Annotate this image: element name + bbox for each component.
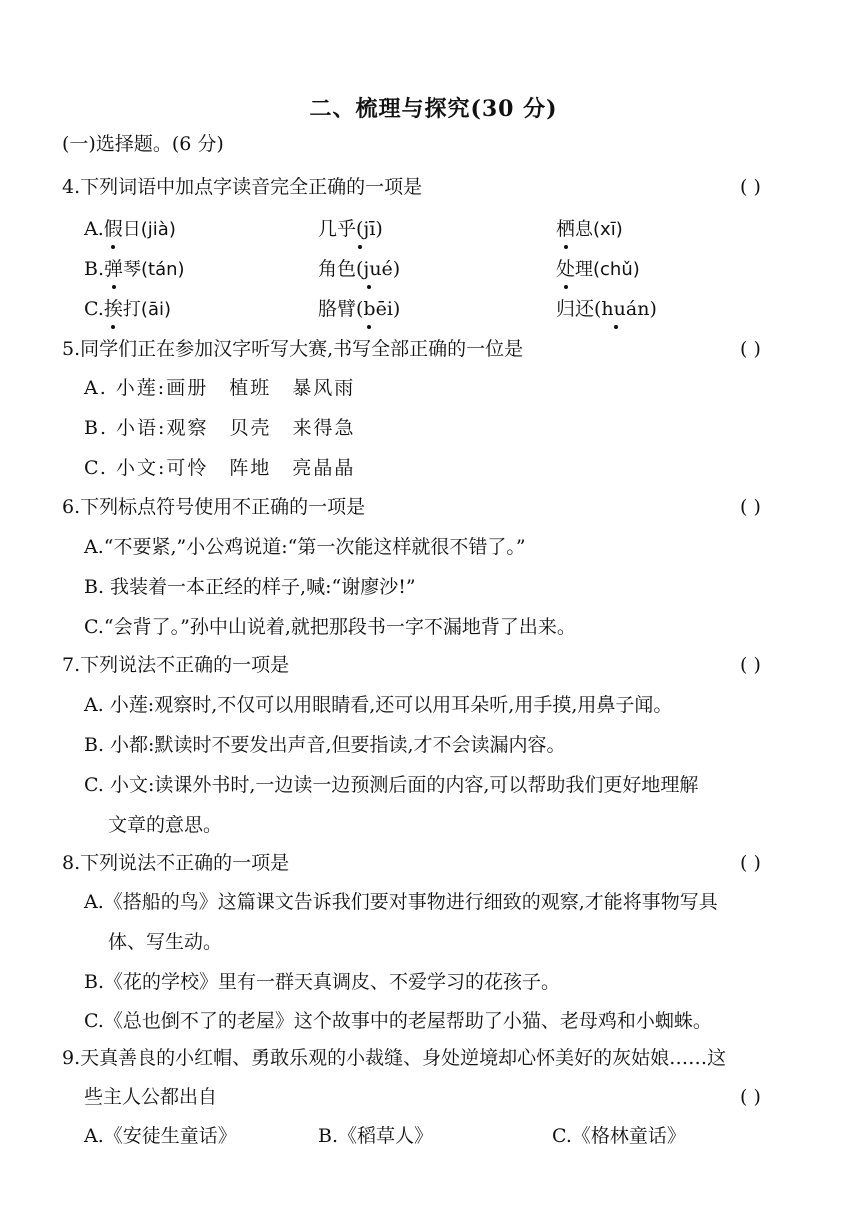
q5-option-a: A. 小莲:画册 植班 暴风雨 [84,377,356,399]
q9-option-a: A.《安徒生童话》 [84,1125,237,1147]
answer-blank-q4[interactable]: ( ) [740,176,761,198]
emphasis-dot-char: 乎(jī) [337,215,383,243]
q7-option-b: B. 小都:默读时不要发出声音,但要指读,才不会读漏内容。 [84,734,566,756]
emphasis-dot-char: 臂(bēi) [337,295,400,323]
emphasis-dot-char: 挨 [104,295,123,323]
q9-option-b: B.《稻草人》 [318,1125,434,1147]
q8-option-b: B.《花的学校》里有一群天真调皮、不爱学习的花孩子。 [84,971,561,993]
q5-option-c: C. 小文:可怜 阵地 亮晶晶 [84,457,356,479]
question-6-stem: 6.下列标点符号使用不正确的一项是 [62,496,366,518]
emphasis-dot-char: 弹 [104,255,123,283]
q9-option-c: C.《格林童话》 [552,1125,686,1147]
q4-option-b-1: B.弹琴(tán) [84,255,185,284]
answer-blank-q8[interactable]: ( ) [740,852,761,874]
q6-option-b: B. 我装着一本正经的样子,喊:“谢廖沙!” [84,576,416,598]
q6-option-c: C.“会背了。”孙中山说着,就把那段书一字不漏地背了出来。 [84,616,576,638]
emphasis-dot-char: 色(jué) [337,255,400,283]
q7-option-c-cont: 文章的意思。 [108,814,223,836]
question-7-stem: 7.下列说法不正确的一项是 [62,654,290,676]
q7-option-a: A. 小莲:观察时,不仅可以用眼睛看,还可以用耳朵听,用手摸,用鼻子闻。 [84,694,673,716]
q8-option-a-cont: 体、写生动。 [108,931,223,953]
question-9-stem-cont: 些主人公都出自 [84,1086,218,1108]
q8-option-c: C.《总也倒不了的老屋》这个故事中的老屋帮助了小猫、老母鸡和小蜘蛛。 [84,1010,712,1032]
q6-option-a: A.“不要紧,”小公鸡说道:“第一次能这样就很不错了。” [84,536,526,558]
emphasis-dot-char: 还(huán) [575,295,657,323]
answer-blank-q5[interactable]: ( ) [740,338,761,360]
question-4-stem: 4.下列词语中加点字读音完全正确的一项是 [62,176,423,198]
emphasis-dot-char: 栖 [556,215,575,243]
answer-blank-q7[interactable]: ( ) [740,654,761,676]
question-8-stem: 8.下列说法不正确的一项是 [62,852,290,874]
answer-blank-q6[interactable]: ( ) [740,496,761,518]
q4-option-c-1: C.挨打(āi) [84,295,171,324]
q4-option-a-1: A.假日(jià) [84,215,176,244]
q4-option-b-2: 角色(jué) [318,255,400,283]
q4-option-c-2: 胳臂(bēi) [318,295,400,323]
q4-option-a-3: 栖息(xī) [556,215,623,244]
q5-option-b: B. 小语:观察 贝壳 来得急 [84,417,356,439]
q7-option-c: C. 小文:读课外书时,一边读一边预测后面的内容,可以帮助我们更好地理解 [84,774,699,796]
q4-option-b-3: 处理(chǔ) [556,255,640,284]
subsection-heading: (一)选择题。(6 分) [62,133,224,155]
q8-option-a: A.《搭船的鸟》这篇课文告诉我们要对事物进行细致的观察,才能将事物写具 [84,891,718,913]
q4-option-a-2: 几乎(jī) [318,215,383,243]
question-5-stem: 5.同学们正在参加汉字听写大赛,书写全部正确的一位是 [62,338,524,360]
section-title: 二、梳理与探究(30 分) [309,96,558,122]
q4-option-c-3: 归还(huán) [556,295,657,323]
answer-blank-q9[interactable]: ( ) [740,1086,761,1108]
emphasis-dot-char: 处 [556,255,575,283]
question-9-stem: 9.天真善良的小红帽、勇敢乐观的小裁缝、身处逆境却心怀美好的灰姑娘……这 [62,1047,727,1069]
emphasis-dot-char: 假 [104,215,123,243]
